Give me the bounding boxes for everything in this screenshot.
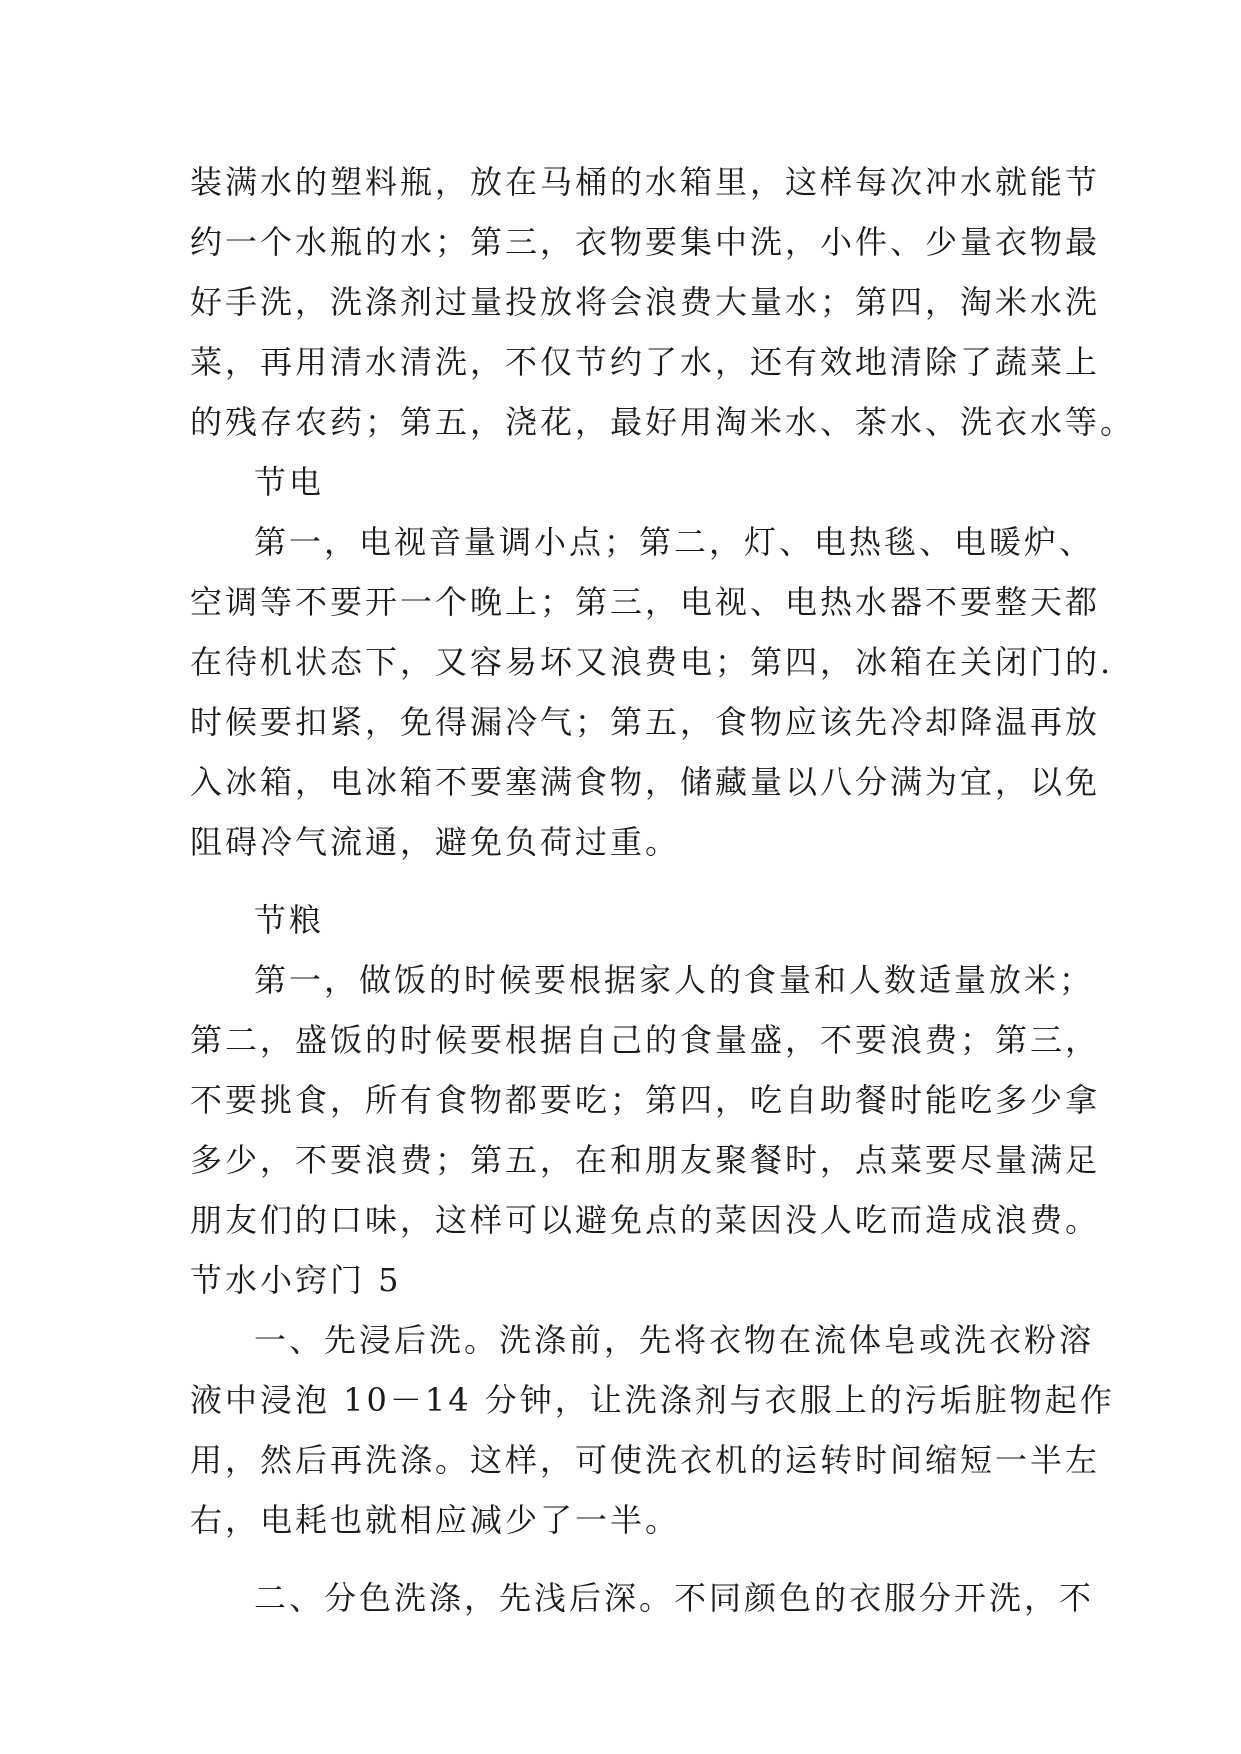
- section-heading-grain: 节粮: [254, 901, 325, 939]
- spacer: [190, 1550, 1050, 1568]
- paragraph-soak-first: [190, 1310, 1115, 1550]
- text-line: 右，电耗也就相应减少了一半。: [190, 1501, 681, 1539]
- text-line: 朋友们的口味，这样可以避免点的菜因没人吃而造成浪费。: [190, 1201, 1101, 1239]
- paragraph-electricity: [190, 512, 1114, 872]
- text-line: 空调等不要开一个晚上；第三，电视、电热水器不要整天都: [190, 583, 1101, 621]
- text-line: 不要挑食，所有食物都要吃；第四，吃自助餐时能吃多少拿: [190, 1081, 1101, 1119]
- text-line: 装满水的塑料瓶，放在马桶的水箱里，这样每次冲水就能节: [190, 163, 1101, 201]
- section-title-water-tips-5: 节水小窍门 5: [190, 1261, 402, 1299]
- text-line: 阻碍冷气流通，避免负荷过重。: [190, 823, 681, 861]
- text-line: 在待机状态下，又容易坏又浪费电；第四，冰箱在关闭门的.: [190, 643, 1114, 681]
- paragraph-grain: [190, 950, 1101, 1250]
- spacer: [190, 872, 1050, 890]
- text-line: 菜，再用清水清洗，不仅节约了水，还有效地清除了蔬菜上: [190, 343, 1101, 381]
- text-line: 约一个水瓶的水；第三，衣物要集中洗，小件、少量衣物最: [190, 223, 1101, 261]
- text-line: 第一，电视音量调小点；第二，灯、电热毯、电暖炉、: [254, 523, 1095, 561]
- text-line: 时候要扣紧，免得漏冷气；第五，食物应该先冷却降温再放: [190, 703, 1101, 741]
- text-line: 二、分色洗涤，先浅后深。不同颜色的衣服分开洗，不: [254, 1579, 1095, 1617]
- text-line: 入冰箱，电冰箱不要塞满食物，储藏量以八分满为宜，以免: [190, 763, 1101, 801]
- document-body: [190, 152, 1136, 1628]
- text-line: 的残存农药；第五，浇花，最好用淘米水、茶水、洗衣水等。: [190, 403, 1136, 441]
- text-line: 一、先浸后洗。洗涤前，先将衣物在流体皂或洗衣粉溶: [254, 1321, 1095, 1359]
- text-line: 多少，不要浪费；第五，在和朋友聚餐时，点菜要尽量满足: [190, 1141, 1101, 1179]
- paragraph-water-continued: [190, 152, 1136, 452]
- text-line: 液中浸泡 10－14 分钟，让洗涤剂与衣服上的污垢脏物起作: [190, 1381, 1115, 1419]
- text-line: 第一，做饭的时候要根据家人的食量和人数适量放米；: [254, 961, 1095, 999]
- paragraph-sort-colors: [190, 1568, 1095, 1628]
- text-line: 用，然后再洗涤。这样，可使洗衣机的运转时间缩短一半左: [190, 1441, 1101, 1479]
- section-heading-electricity: 节电: [254, 463, 325, 501]
- text-line: 第二，盛饭的时候要根据自己的食量盛，不要浪费；第三，: [190, 1021, 1101, 1059]
- text-line: 好手洗，洗涤剂过量投放将会浪费大量水；第四，淘米水洗: [190, 283, 1101, 321]
